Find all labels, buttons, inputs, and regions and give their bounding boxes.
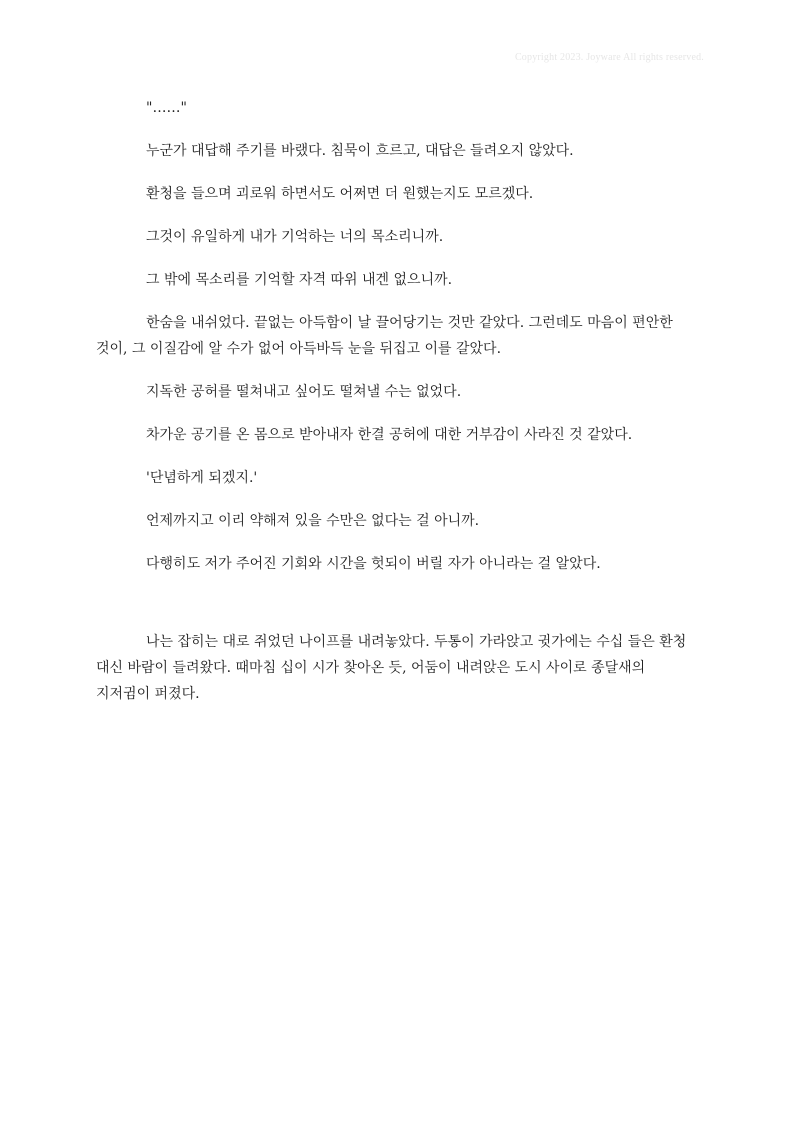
paragraph: 한숨을 내쉬었다. 끝없는 아득함이 날 끌어당기는 것만 같았다. 그런데도 마음이 편안한 것이, 그 이질감에 알 수가 없어 아득바득 눈을 뒤집고 이를 갈았다. (96, 315, 673, 357)
story-text (96, 95, 702, 724)
paragraph: 그것이 유일하게 내가 기억하는 너의 목소리니까. (146, 229, 444, 245)
copyright-watermark: Copyright 2023. Joyware All rights reserved. (514, 52, 704, 63)
paragraph: 누군가 대답해 주기를 바랬다. 침묵이 흐르고, 대답은 들려오지 않았다. (146, 143, 574, 159)
paragraph-line: 대신 바람이 들려왔다. 때마침 십이 시가 찾아온 듯, 어둠이 내려앉은 도시 사이로 종달새의 (96, 660, 646, 676)
paragraph-quote: '단념하게 되겠지.' (146, 470, 258, 486)
paragraph-final (96, 629, 702, 707)
paragraph: 차가운 공기를 온 몸으로 받아내자 한결 공허에 대한 거부감이 사라진 것 같았다. (146, 427, 633, 443)
paragraph-line: 지저귐이 퍼졌다. (96, 686, 200, 702)
paragraph: 그 밖에 목소리를 기억할 자격 따위 내겐 없으니까. (146, 272, 453, 288)
paragraph: 다행히도 저가 주어진 기회와 시간을 헛되이 버릴 자가 아니라는 걸 알았다. (146, 556, 601, 572)
paragraph-line: 나는 잡히는 대로 쥐었던 나이프를 내려놓았다. 두통이 가라앉고 귓가에는 수십 들은 환청 (146, 634, 687, 650)
paragraph: 언제까지고 이리 약해져 있을 수만은 없다는 걸 아니까. (146, 513, 480, 529)
paragraph: 지독한 공허를 떨쳐내고 싶어도 떨쳐낼 수는 없었다. (146, 384, 462, 400)
paragraph: 환청을 들으며 괴로워 하면서도 어쩌면 더 원했는지도 모르겠다. (146, 186, 534, 202)
paragraph-ellipsis: "……" (146, 100, 187, 116)
